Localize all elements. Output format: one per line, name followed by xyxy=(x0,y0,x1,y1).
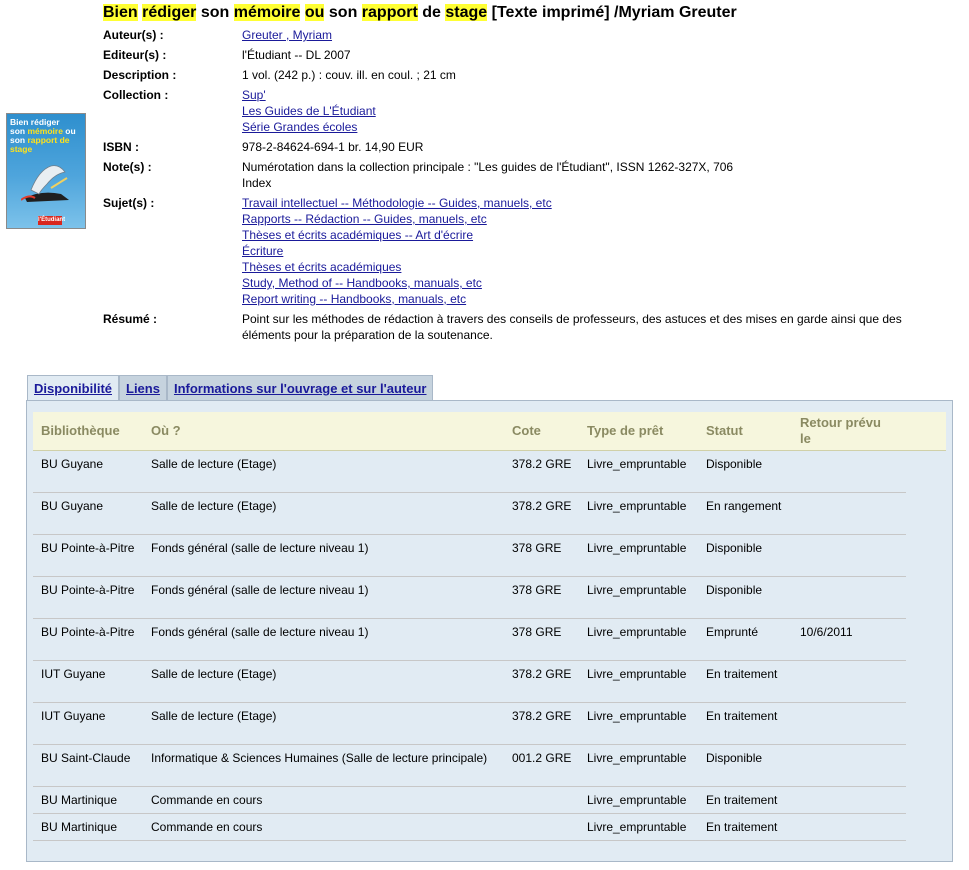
cell-cote: 378.2 GRE xyxy=(512,667,572,681)
cell-ou: Commande en cours xyxy=(151,793,263,807)
availability-table-body xyxy=(33,451,906,841)
summary-line: Point sur les méthodes de rédaction à travers des conseils de professeurs, des astuces et des mises en garde ainsi que des xyxy=(242,312,902,326)
summary-label: Résumé : xyxy=(103,312,158,326)
cell-statut: En traitement xyxy=(706,820,778,834)
subject-link[interactable]: Travail intellectuel -- Méthodologie -- Guides, manuels, etc xyxy=(242,196,552,210)
cell-statut: Disponible xyxy=(706,457,763,471)
author-link[interactable]: Greuter , Myriam xyxy=(242,28,333,42)
table-row xyxy=(33,577,906,619)
cover-title: Bien rédiger son mémoire ou son rapport de stage xyxy=(10,117,76,154)
cell-statut: En traitement xyxy=(706,793,778,807)
tab-liens[interactable]: Liens xyxy=(119,375,167,401)
cell-cote: 378.2 GRE xyxy=(512,457,572,471)
cell-type: Livre_empruntable xyxy=(587,499,687,513)
description-label: Description : xyxy=(103,68,177,82)
cell-bibliotheque: BU Pointe-à-Pitre xyxy=(41,541,135,555)
cell-type: Livre_empruntable xyxy=(587,583,687,597)
table-row xyxy=(33,451,906,493)
cell-type: Livre_empruntable xyxy=(587,667,687,681)
collection-link[interactable]: Sup' xyxy=(242,88,266,102)
subject-link[interactable]: Report writing -- Handbooks, manuals, etc xyxy=(242,292,467,306)
table-row xyxy=(33,745,906,787)
cell-ou: Salle de lecture (Etage) xyxy=(151,499,277,513)
cell-statut: En rangement xyxy=(706,499,782,513)
cell-bibliotheque: BU Guyane xyxy=(41,457,104,471)
collection-link[interactable]: Les Guides de L'Étudiant xyxy=(242,104,376,118)
note-line: Numérotation dans la collection principale : "Les guides de l'Étudiant", ISSN 1262-327X, 706 xyxy=(242,160,734,174)
description-value: 1 vol. (242 p.) : couv. ill. en coul. ; 21 cm xyxy=(242,68,456,82)
cell-ou: Fonds général (salle de lecture niveau 1) xyxy=(151,625,369,639)
col-header-statut[interactable]: Statut xyxy=(706,423,743,438)
table-row xyxy=(33,814,906,841)
cell-type: Livre_empruntable xyxy=(587,751,687,765)
cell-type: Livre_empruntable xyxy=(587,457,687,471)
cell-statut: Disponible xyxy=(706,583,763,597)
cell-bibliotheque: BU Martinique xyxy=(41,820,118,834)
cell-bibliotheque: IUT Guyane xyxy=(41,709,106,723)
table-row xyxy=(33,661,906,703)
col-header-type[interactable]: Type de prêt xyxy=(587,423,664,438)
subject-link[interactable]: Écriture xyxy=(242,244,284,258)
cell-ou: Fonds général (salle de lecture niveau 1) xyxy=(151,583,369,597)
table-header xyxy=(33,412,946,451)
authors-label: Auteur(s) : xyxy=(103,28,164,42)
collection-link[interactable]: Série Grandes écoles xyxy=(242,120,358,134)
cell-ou: Salle de lecture (Etage) xyxy=(151,709,277,723)
cell-cote: 378.2 GRE xyxy=(512,709,572,723)
availability-panel xyxy=(26,400,953,862)
cell-statut: Disponible xyxy=(706,751,763,765)
col-header-bibliotheque[interactable]: Bibliothèque xyxy=(41,423,120,438)
notes-label: Note(s) : xyxy=(103,160,152,174)
cell-cote: 001.2 GRE xyxy=(512,751,572,765)
publisher-label: Editeur(s) : xyxy=(103,48,167,62)
note-line: Index xyxy=(242,176,272,190)
publisher-logo: l'Étudiant xyxy=(38,217,66,223)
isbn-label: ISBN : xyxy=(103,140,139,154)
tab-informations[interactable]: Informations sur l'ouvrage et sur l'auteur xyxy=(167,375,434,401)
cell-bibliotheque: BU Saint-Claude xyxy=(41,751,131,765)
cell-retour: 10/6/2011 xyxy=(800,625,853,639)
cell-cote: 378 GRE xyxy=(512,541,562,555)
cell-cote: 378 GRE xyxy=(512,625,562,639)
cell-ou: Commande en cours xyxy=(151,820,263,834)
cell-type: Livre_empruntable xyxy=(587,541,687,555)
hand-pen-illustration xyxy=(21,160,73,204)
summary-line: éléments pour la préparation de la soutenance. xyxy=(242,328,493,342)
cell-cote: 378.2 GRE xyxy=(512,499,572,513)
col-header-ou[interactable]: Où ? xyxy=(151,423,181,438)
cell-ou: Informatique & Sciences Humaines (Salle de lecture principale) xyxy=(151,751,488,765)
cell-bibliotheque: BU Guyane xyxy=(41,499,104,513)
col-header-cote[interactable]: Cote xyxy=(512,423,541,438)
cell-ou: Salle de lecture (Etage) xyxy=(151,457,277,471)
cell-type: Livre_empruntable xyxy=(587,709,687,723)
record-title: Bien rédiger son mémoire ou son rapport de stage [Texte imprimé] /Myriam Greuter xyxy=(103,4,737,21)
subject-link[interactable]: Thèses et écrits académiques -- Art d'écrire xyxy=(242,228,474,242)
table-row xyxy=(33,535,906,577)
publisher-value: l'Étudiant -- DL 2007 xyxy=(242,48,351,62)
cell-bibliotheque: BU Pointe-à-Pitre xyxy=(41,583,135,597)
cell-bibliotheque: BU Martinique xyxy=(41,793,118,807)
cell-type: Livre_empruntable xyxy=(587,793,687,807)
table-row xyxy=(33,787,906,814)
tab-disponibilite[interactable]: Disponibilité xyxy=(27,375,119,401)
subject-link[interactable]: Rapports -- Rédaction -- Guides, manuels, etc xyxy=(242,212,487,226)
tab-bar xyxy=(27,375,433,401)
col-header-retour[interactable]: Retour prévu le xyxy=(800,415,881,446)
cell-bibliotheque: BU Pointe-à-Pitre xyxy=(41,625,135,639)
cell-statut: En traitement xyxy=(706,667,778,681)
subject-link[interactable]: Study, Method of -- Handbooks, manuals, etc xyxy=(242,276,482,290)
cell-statut: Emprunté xyxy=(706,625,759,639)
table-row xyxy=(33,703,906,745)
table-row xyxy=(33,493,906,535)
cell-ou: Salle de lecture (Etage) xyxy=(151,667,277,681)
subject-link[interactable]: Thèses et écrits académiques xyxy=(242,260,402,274)
record-fields xyxy=(103,27,969,347)
book-cover-image[interactable] xyxy=(6,113,86,229)
subjects-label: Sujet(s) : xyxy=(103,196,155,210)
cell-ou: Fonds général (salle de lecture niveau 1) xyxy=(151,541,369,555)
cell-type: Livre_empruntable xyxy=(587,820,687,834)
cell-statut: Disponible xyxy=(706,541,763,555)
cell-cote: 378 GRE xyxy=(512,583,562,597)
cell-type: Livre_empruntable xyxy=(587,625,687,639)
collection-label: Collection : xyxy=(103,88,169,102)
cell-statut: En traitement xyxy=(706,709,778,723)
cell-bibliotheque: IUT Guyane xyxy=(41,667,106,681)
isbn-value: 978-2-84624-694-1 br. 14,90 EUR xyxy=(242,140,424,154)
table-row xyxy=(33,619,906,661)
